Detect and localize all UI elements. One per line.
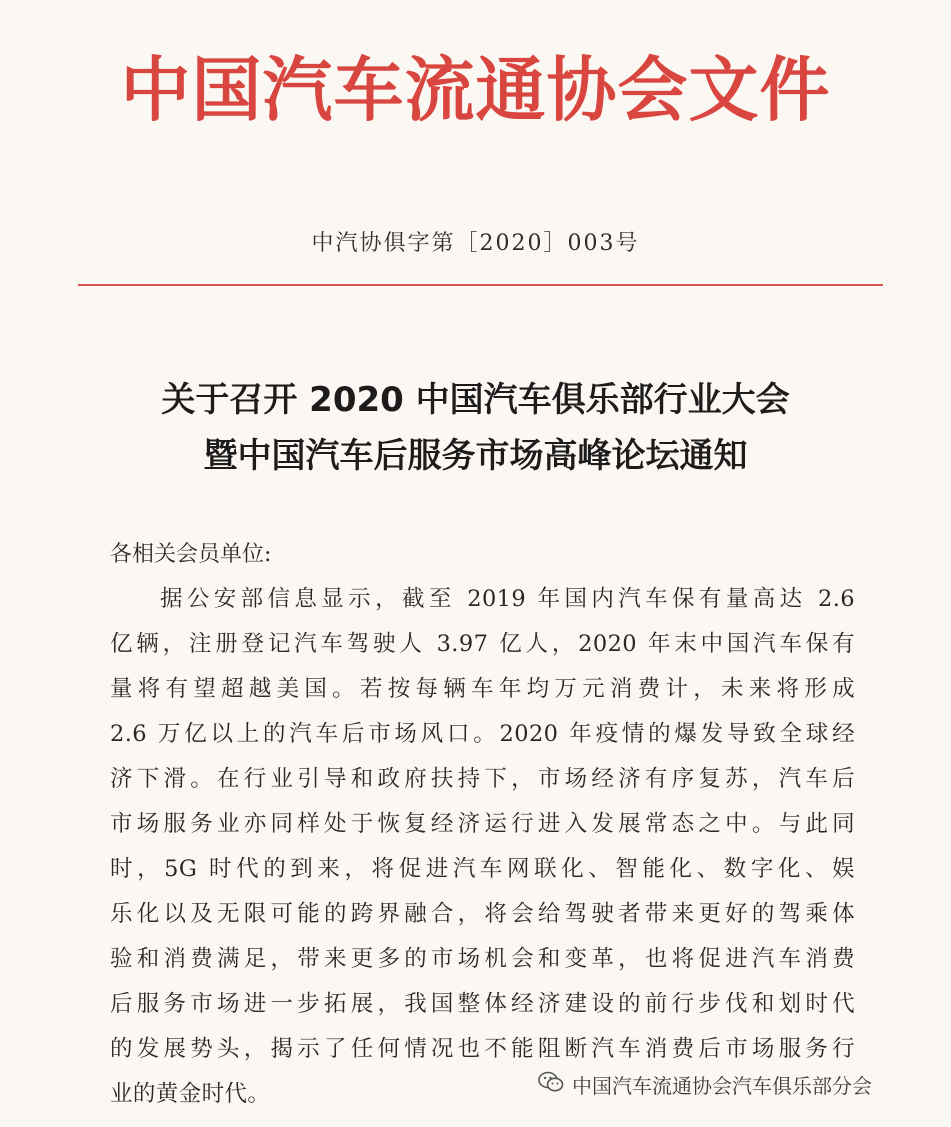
header-divider: [78, 284, 883, 286]
wechat-icon: [538, 1071, 564, 1098]
notice-title-line-2: 暨中国汽车后服务市场高峰论坛通知: [203, 436, 748, 476]
paragraph-line: 验和消费满足，带来更多的市场机会和变革，也将促进汽车消费: [110, 946, 855, 972]
notice-title-line-1: 关于召开 2020 中国汽车俱乐部行业大会: [161, 380, 790, 420]
paragraph-line: 后服务市场进一步拓展，我国整体经济建设的前行步伐和划时代: [110, 991, 855, 1017]
paragraph-line: 据公安部信息显示，截至 2019 年国内汽车保有量高达 2.6: [160, 586, 855, 612]
paragraph-line: 业的黄金时代。: [110, 1081, 271, 1107]
salutation: 各相关会员单位:: [110, 542, 272, 567]
paragraph-line: 的发展势头，揭示了任何情况也不能阻断汽车消费后市场服务行: [110, 1036, 855, 1062]
watermark-text: 中国汽车流通协会汽车俱乐部分会: [572, 1074, 872, 1098]
paragraph-line: 量将有望超越美国。若按每辆车年均万元消费计，未来将形成: [110, 676, 855, 702]
paragraph-line: 亿辆，注册登记汽车驾驶人 3.97 亿人，2020 年末中国汽车保有: [110, 631, 855, 657]
paragraph-line: 济下滑。在行业引导和政府扶持下，市场经济有序复苏，汽车后: [110, 766, 855, 792]
paragraph-line: 市场服务业亦同样处于恢复经济运行进入发展常态之中。与此同: [110, 811, 855, 837]
paragraph-line: 时，5G 时代的到来，将促进汽车网联化、智能化、数字化、娱: [110, 856, 855, 882]
organization-header: 中国汽车流通协会文件: [120, 48, 831, 131]
document-number: 中汽协俱字第［2020］003号: [311, 231, 640, 256]
wechat-watermark: [538, 1070, 872, 1099]
paragraph-line: 2.6 万亿以上的汽车后市场风口。2020 年疫情的爆发导致全球经: [110, 721, 855, 747]
paragraph-line: 乐化以及无限可能的跨界融合，将会给驾驶者带来更好的驾乘体: [110, 901, 855, 927]
